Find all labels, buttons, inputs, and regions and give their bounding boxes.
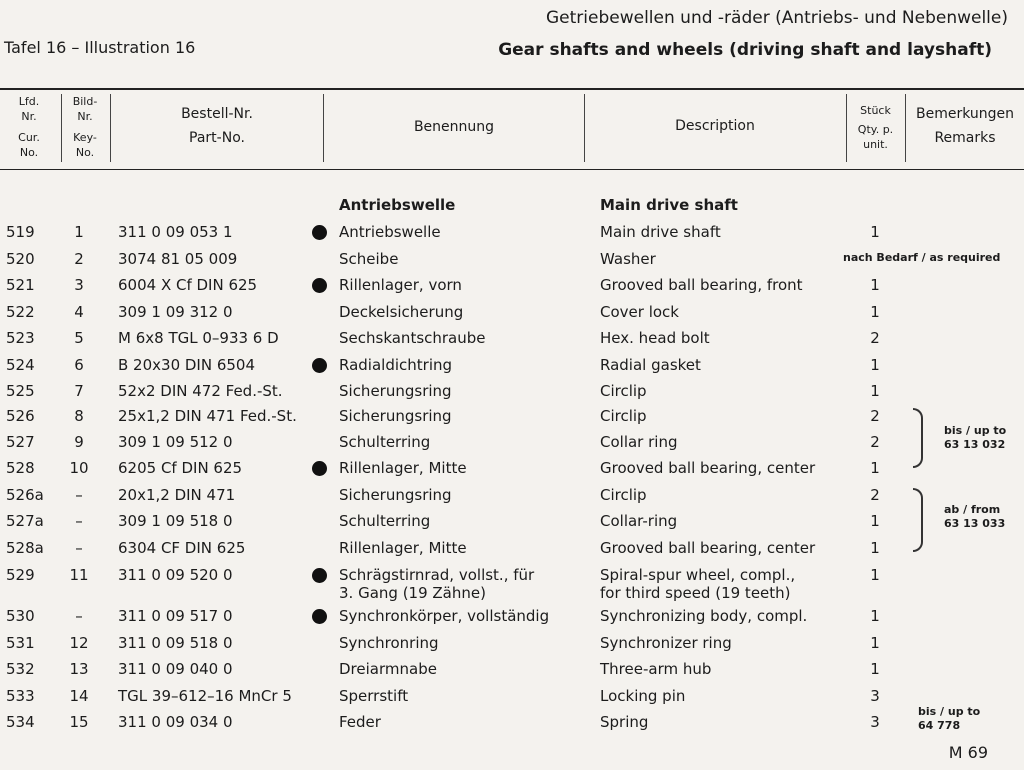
description: Hex. head bolt <box>600 329 710 347</box>
qty: 1 <box>870 607 880 625</box>
key-no: 12 <box>69 634 89 652</box>
benennung-line2: 3. Gang (19 Zähne) <box>339 584 486 602</box>
description: Synchronizing body, compl. <box>600 607 808 625</box>
header-top-rule <box>0 88 1024 90</box>
bullet-marker <box>312 461 327 476</box>
benennung: Feder <box>339 713 381 731</box>
part-no: 3074 81 05 009 <box>118 250 238 268</box>
key-no: 6 <box>74 356 84 374</box>
qty: 1 <box>870 660 880 678</box>
col-header-benennung: Benennung <box>413 119 495 135</box>
bullet-marker <box>312 358 327 373</box>
bullet-marker <box>312 225 327 240</box>
benennung: Schrägstirnrad, vollst., für <box>339 566 535 584</box>
description: Three-arm hub <box>600 660 712 678</box>
title-german: Getriebewellen und -räder (Antriebs- und Nebenwelle) <box>546 8 1008 28</box>
section-heading-en: Main drive shaft <box>600 196 738 214</box>
description: Collar ring <box>600 433 678 451</box>
cur-no: 534 <box>6 713 35 731</box>
benennung: Deckelsicherung <box>339 303 464 321</box>
part-no: 311 0 09 517 0 <box>118 607 233 625</box>
part-no: 309 1 09 312 0 <box>118 303 233 321</box>
key-no: – <box>75 512 83 530</box>
qty: 1 <box>870 634 880 652</box>
cur-no: 527 <box>6 433 35 451</box>
col-header-part-no: Bestell-Nr. Part-No. <box>181 106 253 146</box>
remark-from: ab / from 63 13 033 <box>944 503 1006 530</box>
benennung: Sicherungsring <box>339 382 452 400</box>
col-header-description: Description <box>675 118 755 134</box>
part-no: 6004 X Cf DIN 625 <box>118 276 258 294</box>
col-header-qty: Stück Qty. p. unit. <box>857 104 894 151</box>
part-no: B 20x30 DIN 6504 <box>118 356 256 374</box>
qty: 3 <box>870 687 880 705</box>
remark-up-to-1: bis / up to 63 13 032 <box>944 424 1007 451</box>
cur-no: 523 <box>6 329 35 347</box>
qty: 1 <box>870 539 880 557</box>
qty: 3 <box>870 713 880 731</box>
benennung: Sechskantschraube <box>339 329 486 347</box>
description: Cover lock <box>600 303 679 321</box>
key-no: 10 <box>69 459 89 477</box>
part-no: 25x1,2 DIN 471 Fed.-St. <box>118 407 297 425</box>
cur-no: 528 <box>6 459 35 477</box>
part-no: 309 1 09 518 0 <box>118 512 233 530</box>
description: Circlip <box>600 486 647 504</box>
header-bottom-rule <box>0 169 1024 170</box>
key-no: 4 <box>74 303 84 321</box>
bullet-marker <box>312 568 327 583</box>
description: Collar-ring <box>600 512 678 530</box>
qty: 1 <box>870 223 880 241</box>
benennung: Schulterring <box>339 433 431 451</box>
table-reference: Tafel 16 – Illustration 16 <box>4 38 196 57</box>
description: Spring <box>600 713 649 731</box>
cur-no: 520 <box>6 250 35 268</box>
qty-as-required: nach Bedarf / as required <box>843 251 1001 264</box>
benennung: Rillenlager, Mitte <box>339 459 467 477</box>
key-no: – <box>75 486 83 504</box>
description: Radial gasket <box>600 356 701 374</box>
cur-no: 528a <box>6 539 44 557</box>
cur-no: 532 <box>6 660 35 678</box>
section-heading-de: Antriebswelle <box>339 196 456 214</box>
cur-no: 533 <box>6 687 35 705</box>
page-number: M 69 <box>948 743 988 762</box>
qty: 1 <box>870 303 880 321</box>
remark-brace <box>913 488 923 552</box>
col-header-cur-no: Lfd. Nr. Cur. No. <box>18 95 40 159</box>
description: Grooved ball bearing, front <box>600 276 803 294</box>
key-no: – <box>75 607 83 625</box>
qty: 1 <box>870 276 880 294</box>
description: Main drive shaft <box>600 223 721 241</box>
part-no: 311 0 09 053 1 <box>118 223 233 241</box>
part-no: 311 0 09 518 0 <box>118 634 233 652</box>
benennung: Rillenlager, Mitte <box>339 539 467 557</box>
cur-no: 525 <box>6 382 35 400</box>
description: Circlip <box>600 382 647 400</box>
qty: 2 <box>870 407 880 425</box>
key-no: 7 <box>74 382 84 400</box>
key-no: 15 <box>69 713 89 731</box>
benennung: Antriebswelle <box>339 223 441 241</box>
benennung: Dreiarmnabe <box>339 660 437 678</box>
title-english: Gear shafts and wheels (driving shaft and layshaft) <box>498 40 992 60</box>
part-no: 20x1,2 DIN 471 <box>118 486 236 504</box>
cur-no: 522 <box>6 303 35 321</box>
col-header-key-no: Bild- Nr. Key- No. <box>72 95 98 159</box>
qty: 1 <box>870 382 880 400</box>
qty: 1 <box>870 356 880 374</box>
bullet-marker <box>312 609 327 624</box>
col-header-remarks: Bemerkungen Remarks <box>915 106 1015 146</box>
benennung: Scheibe <box>339 250 399 268</box>
key-no: 13 <box>69 660 89 678</box>
description: Circlip <box>600 407 647 425</box>
part-no: 311 0 09 520 0 <box>118 566 233 584</box>
description: Washer <box>600 250 656 268</box>
benennung: Rillenlager, vorn <box>339 276 462 294</box>
qty: 2 <box>870 433 880 451</box>
key-no: 1 <box>74 223 84 241</box>
benennung: Radialdichtring <box>339 356 453 374</box>
part-no: 6205 Cf DIN 625 <box>118 459 243 477</box>
description: Grooved ball bearing, center <box>600 539 816 557</box>
description: Grooved ball bearing, center <box>600 459 816 477</box>
description: Synchronizer ring <box>600 634 732 652</box>
remark-up-to-2: bis / up to 64 778 <box>918 705 981 732</box>
benennung: Synchronkörper, vollständig <box>339 607 550 625</box>
qty: 1 <box>870 566 880 584</box>
qty: 1 <box>870 459 880 477</box>
key-no: 5 <box>74 329 84 347</box>
qty: 2 <box>870 329 880 347</box>
benennung: Sicherungsring <box>339 407 452 425</box>
cur-no: 527a <box>6 512 44 530</box>
benennung: Synchronring <box>339 634 439 652</box>
cur-no: 526 <box>6 407 35 425</box>
part-no: 52x2 DIN 472 Fed.-St. <box>118 382 283 400</box>
benennung: Sicherungsring <box>339 486 452 504</box>
part-no: 311 0 09 034 0 <box>118 713 233 731</box>
key-no: 14 <box>69 687 89 705</box>
description: Locking pin <box>600 687 686 705</box>
qty: 1 <box>870 512 880 530</box>
cur-no: 519 <box>6 223 35 241</box>
description: Spiral-spur wheel, compl., <box>600 566 796 584</box>
part-no: TGL 39–612–16 MnCr 5 <box>118 687 292 705</box>
part-no: 6304 CF DIN 625 <box>118 539 246 557</box>
benennung: Sperrstift <box>339 687 409 705</box>
cur-no: 524 <box>6 356 35 374</box>
cur-no: 526a <box>6 486 44 504</box>
cur-no: 531 <box>6 634 35 652</box>
key-no: 8 <box>74 407 84 425</box>
bullet-marker <box>312 278 327 293</box>
key-no: 9 <box>74 433 84 451</box>
benennung: Schulterring <box>339 512 431 530</box>
cur-no: 529 <box>6 566 35 584</box>
qty: 2 <box>870 486 880 504</box>
key-no: 11 <box>69 566 89 584</box>
part-no: 309 1 09 512 0 <box>118 433 233 451</box>
part-no: M 6x8 TGL 0–933 6 D <box>118 329 279 347</box>
part-no: 311 0 09 040 0 <box>118 660 233 678</box>
key-no: 3 <box>74 276 84 294</box>
description-line2: for third speed (19 teeth) <box>600 584 791 602</box>
key-no: 2 <box>74 250 84 268</box>
cur-no: 530 <box>6 607 35 625</box>
key-no: – <box>75 539 83 557</box>
remark-brace <box>913 408 923 468</box>
cur-no: 521 <box>6 276 35 294</box>
